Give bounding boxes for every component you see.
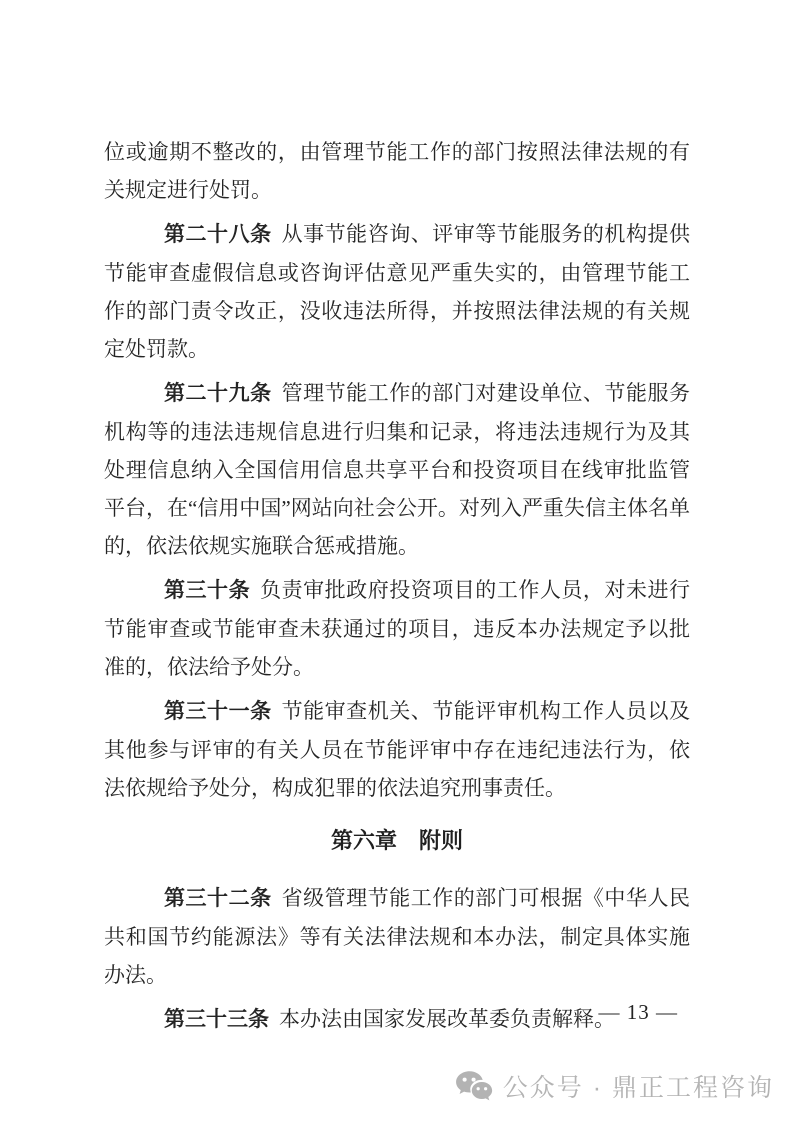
- wechat-icon: [454, 1070, 494, 1102]
- watermark-text: 公众号 · 鼎正工程咨询: [502, 1074, 774, 1102]
- paragraph-article-32: [104, 879, 690, 994]
- paragraph-article-30: [104, 571, 690, 686]
- document-body: [104, 133, 690, 1045]
- paragraph-article-28: [104, 215, 690, 368]
- paragraph-text: 省级管理节能工作的部门可根据《中华人民共和国节约能源法》等有关法律法规和本办法，制定具体实施办法。: [104, 886, 690, 987]
- paragraph-article-31: [104, 692, 690, 807]
- paragraph-text: 节能审查机关、节能评审机构工作人员以及其他参与评审的有关人员在节能评审中存在违纪违法行为，依法依规给予处分，构成犯罪的依法追究刑事责任。: [104, 699, 690, 800]
- paragraph-continuation: [104, 133, 690, 209]
- chapter-heading: 第六章 附则: [330, 828, 463, 853]
- article-number: 第三十三条: [164, 1008, 269, 1031]
- article-number: 第三十条: [164, 579, 251, 602]
- footer-watermark: [454, 1068, 774, 1104]
- paragraph-text: 负责审批政府投资项目的工作人员，对未进行节能审查或节能审查未获通过的项目，违反本办法规定予以批准的，依法给予处分。: [104, 578, 691, 679]
- article-number: 第二十八条: [164, 223, 272, 246]
- article-number: 第二十九条: [164, 382, 272, 405]
- article-number: 第三十二条: [164, 887, 272, 910]
- paragraph-text: 从事节能咨询、评审等节能服务的机构提供节能审查虚假信息或咨询评估意见严重失实的，由管理节能工作的部门责令改正，没收违法所得，并按照法律法规的有关规定处罚款。: [104, 222, 690, 361]
- paragraph-article-29: [104, 374, 690, 565]
- paragraph-text: 本办法由国家发展改革委负责解释。: [279, 1007, 615, 1031]
- article-number: 第三十一条: [164, 700, 272, 723]
- paragraph-text: 管理节能工作的部门对建设单位、节能服务机构等的违法违规信息进行归集和记录，将违法违规行为及其处理信息纳入全国信用信息共享平台和投资项目在线审批监管平台，在“信用中国”网站向社会公开。对列入严重失信主体名单的，依法依规实施联合惩戒措施。: [104, 381, 690, 558]
- page-number: — 13 —: [598, 1000, 678, 1024]
- paragraph-text: 位或逾期不整改的，由管理节能工作的部门按照法律法规的有关规定进行处罚。: [104, 140, 690, 202]
